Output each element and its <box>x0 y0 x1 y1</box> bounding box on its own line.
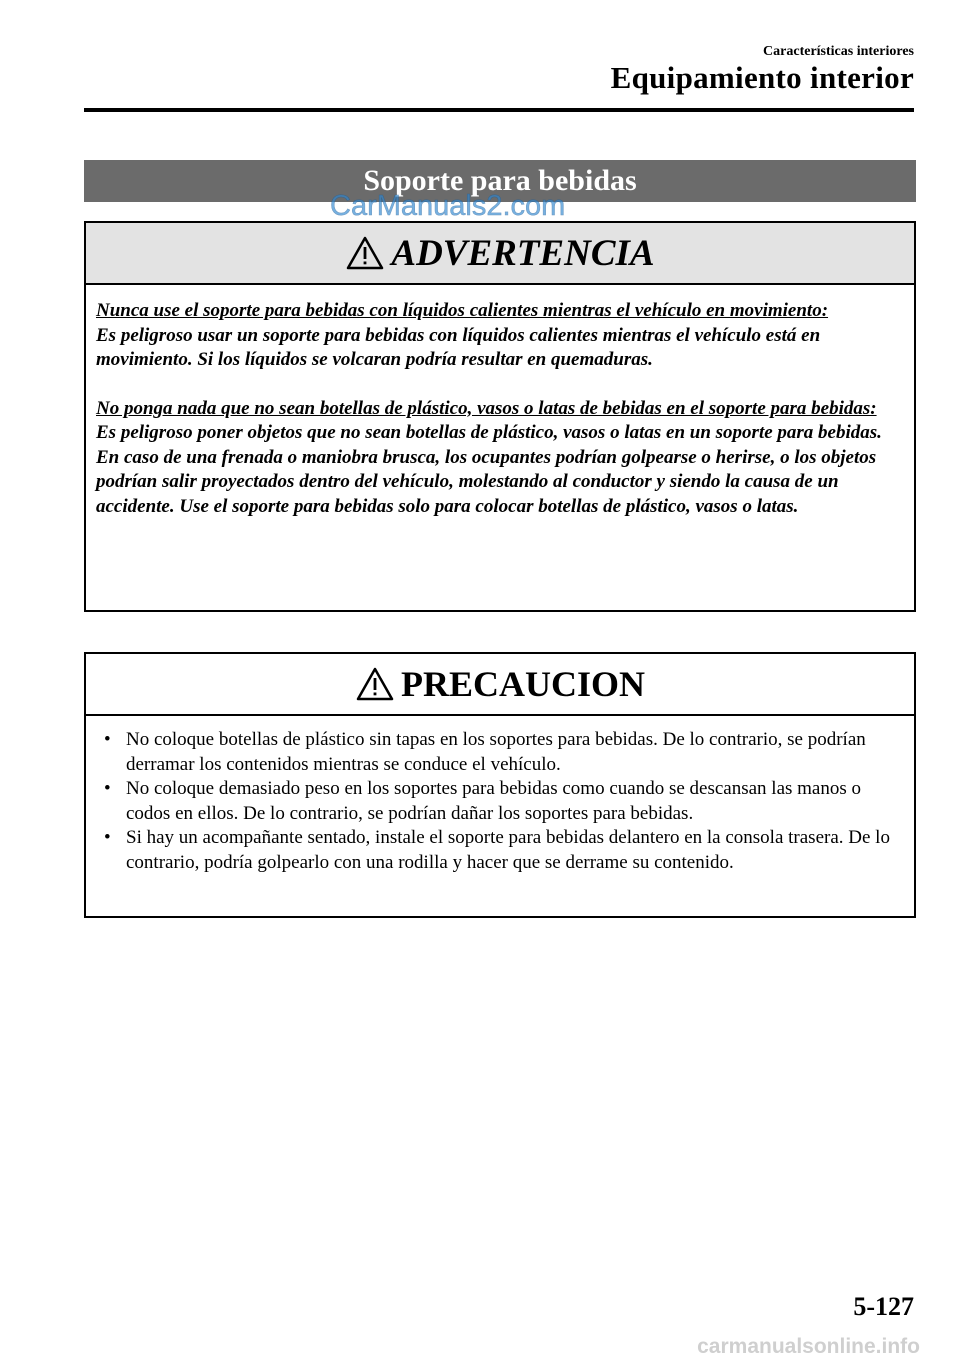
caution-item-text: Si hay un acompañante sentado, instale el soporte para bebidas delantero en la consola trasera. De lo contrario, podría golpearlo con una rodilla y hacer que se derrame su contenido. <box>126 827 890 873</box>
page-number: 5-127 <box>853 1292 914 1321</box>
chapter-subtitle: Características interiores <box>763 44 914 59</box>
warning-body <box>86 285 914 519</box>
warning-heading: ADVERTENCIA <box>391 232 655 274</box>
bullet: • <box>104 729 111 750</box>
caution-header <box>86 654 914 716</box>
caution-body <box>86 716 914 875</box>
section-title: Soporte para bebidas <box>84 160 916 202</box>
watermark: CarManuals2.com <box>330 190 566 222</box>
caution-box <box>84 652 916 918</box>
caution-item-text: No coloque demasiado peso en los soportes para bebidas como cuando se descansan las manos o codos en ellos. De lo contrario, se podrían dañar los soportes para bebidas. <box>126 778 861 824</box>
chapter-title: Equipamiento interior <box>610 60 914 95</box>
warning-item-text: Es peligroso poner objetos que no sean botellas de plástico, vasos o latas en un soporte para bebidas. En caso de una frenada o maniobra brusca, los ocupantes podrían golpearse o herirse, o los objetos podrían salir proyectados dentro del vehículo, molestando al conductor y siendo la causa de un accidente. Use el soporte para bebidas solo para colocar botellas de plástico, vasos o latas. <box>96 422 882 517</box>
list-item <box>100 728 904 777</box>
warning-box <box>84 221 916 612</box>
caution-list <box>100 728 904 875</box>
footer-site-link[interactable]: carmanualsonline.info <box>697 1335 920 1358</box>
caution-heading: PRECAUCION <box>400 664 645 704</box>
warning-item-title: Nunca use el soporte para bebidas con líquidos calientes mientras el vehículo en movimiento: <box>96 300 829 321</box>
bullet: • <box>104 778 111 799</box>
caution-item-text: No coloque botellas de plástico sin tapas en los soportes para bebidas. De lo contrario, se podrían derramar los contenidos mientras se conduce el vehículo. <box>126 729 866 775</box>
bullet: • <box>104 827 111 848</box>
list-item <box>100 826 904 875</box>
list-item <box>100 777 904 826</box>
header-divider <box>84 108 914 112</box>
warning-triangle-icon <box>355 666 395 702</box>
warning-item-text: Es peligroso usar un soporte para bebidas con líquidos calientes mientras el vehículo está en movimiento. Si los líquidos se volcaran podría resultar en quemaduras. <box>96 324 821 370</box>
warning-triangle-icon <box>345 235 385 271</box>
warning-item-title: No ponga nada que no sean botellas de plástico, vasos o latas de bebidas en el soporte para bebidas: <box>96 397 877 419</box>
warning-header <box>86 223 914 285</box>
